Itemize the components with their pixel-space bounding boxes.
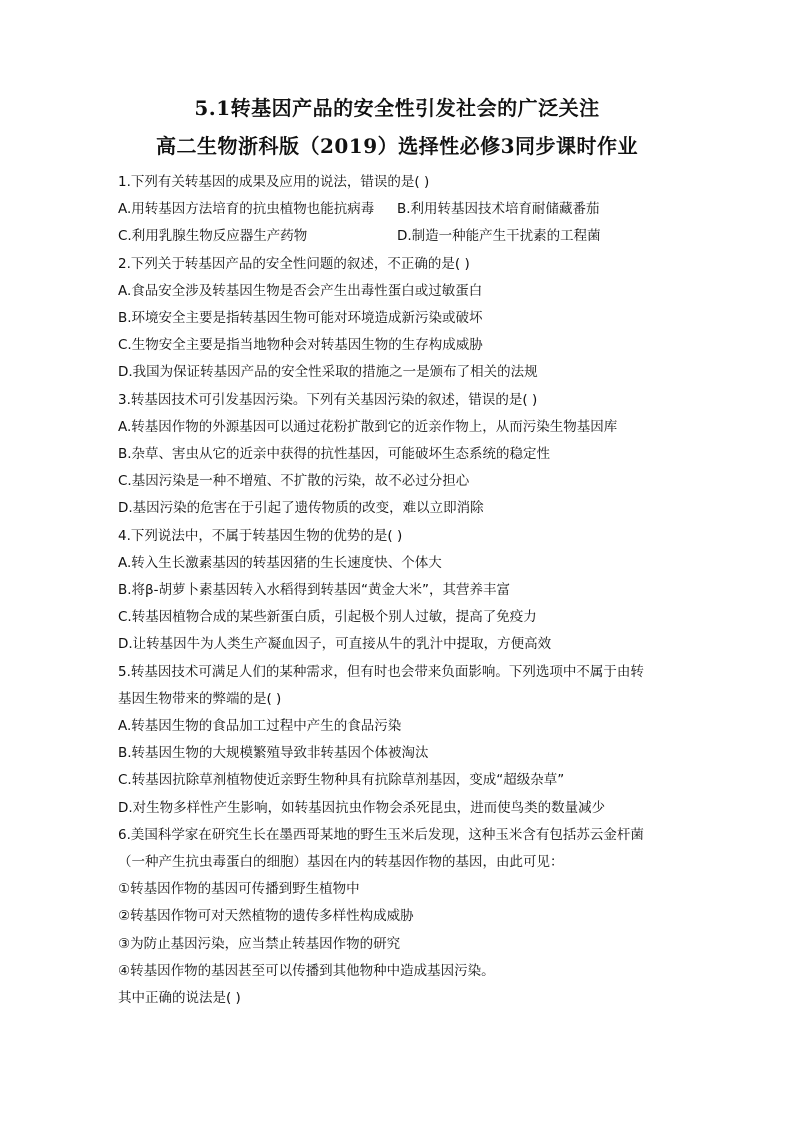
question-list [118, 169, 676, 1012]
question-1-option-d: D.制造一种能产生干扰素的工程菌 [397, 228, 601, 245]
question-4-option-b: B.将β-胡萝卜素基因转入水稻得到转基因“黄金大米”，其营养丰富 [118, 582, 511, 599]
question-1-stem: 1.下列有关转基因的成果及应用的说法，错误的是( ) [118, 174, 430, 190]
question-5-option-a: A.转基因生物的食品加工过程中产生的食品污染 [118, 718, 402, 735]
question-5-option-c: C.转基因抗除草剂植物使近亲野生物种具有抗除草剂基因，变成“超级杂草” [118, 772, 565, 789]
question-2-option-d: D.我国为保证转基因产品的安全性采取的措施之一是颁布了相关的法规 [118, 364, 538, 381]
question-4-option-d: D.让转基因牛为人类生产凝血因子，可直接从牛的乳汁中提取，方便高效 [118, 636, 552, 653]
question-2-option-a: A.食品安全涉及转基因生物是否会产生出毒性蛋白或过敏蛋白 [118, 282, 483, 299]
question-3-stem: 3.转基因技术可引发基因污染。下列有关基因污染的叙述，错误的是( ) [118, 391, 538, 408]
question-4-option-c: C.转基因植物合成的某些新蛋白质，引起极个别人过敏，提高了免疫力 [118, 609, 537, 626]
question-6-statement-4: ④转基因作物的基因甚至可以传播到其他物种中造成基因污染。 [118, 962, 495, 979]
question-2-option-c: C.生物安全主要是指当地物种会对转基因生物的生存构成威胁 [118, 337, 483, 354]
question-4-option-a: A.转入生长激素基因的转基因猪的生长速度快、个体大 [118, 554, 442, 571]
question-1-option-a: A.用转基因方法培育的抗虫植物也能抗病毒 [118, 201, 375, 218]
question-6-prompt: 其中正确的说法是( ) [118, 990, 241, 1007]
question-1-options-row-2 [118, 223, 676, 250]
question-5-stem-line-1: 5.转基因技术可满足人们的某种需求，但有时也会带来负面影响。下列选项中不属于由转 [118, 663, 644, 680]
question-2-option-b: B.环境安全主要是指转基因生物可能对环境造成新污染或破坏 [118, 310, 483, 327]
document-subtitle: 高二生物浙科版（2019）选择性必修3同步课时作业 [155, 134, 639, 158]
question-2-stem: 2.下列关于转基因产品的安全性问题的叙述，不正确的是( ) [118, 255, 470, 272]
question-6-statement-1: ①转基因作物的基因可传播到野生植物中 [118, 881, 360, 898]
question-5-option-b: B.转基因生物的大规模繁殖导致非转基因个体被淘汰 [118, 745, 429, 762]
question-6-stem-line-1: 6.美国科学家在研究生长在墨西哥某地的野生玉米后发现，这种玉米含有包括苏云金杆菌 [118, 826, 644, 843]
question-6-statement-2: ②转基因作物可对天然植物的遗传多样性构成威胁 [118, 908, 414, 925]
question-1-option-c: C.利用乳腺生物反应器生产药物 [118, 228, 308, 245]
question-5-stem-line-2: 基因生物带来的弊端的是( ) [118, 690, 282, 707]
question-6-stem-line-2: （一种产生抗虫毒蛋白的细胞）基因在内的转基因作物的基因，由此可见： [118, 854, 564, 871]
question-6-statement-3: ③为防止基因污染，应当禁止转基因作物的研究 [118, 935, 401, 952]
question-3-option-c: C.基因污染是一种不增殖、不扩散的污染，故不必过分担心 [118, 473, 470, 490]
question-3-option-b: B.杂草、害虫从它的近亲中获得的抗性基因，可能破坏生态系统的稳定性 [118, 446, 551, 463]
question-1-options-row-1 [118, 196, 676, 223]
question-5-option-d: D.对生物多样性产生影响，如转基因抗虫作物会杀死昆虫，进而使鸟类的数量减少 [118, 799, 606, 816]
document-title: 5.1转基因产品的安全性引发社会的广泛关注 [194, 96, 600, 120]
question-1-option-b: B.利用转基因技术培育耐储藏番茄 [397, 201, 600, 218]
question-3-option-a: A.转基因作物的外源基因可以通过花粉扩散到它的近亲作物上，从而污染生物基因库 [118, 418, 618, 435]
question-3-option-d: D.基因污染的危害在于引起了遗传物质的改变，难以立即消除 [118, 500, 484, 517]
question-4-stem: 4.下列说法中，不属于转基因生物的优势的是( ) [118, 527, 403, 544]
